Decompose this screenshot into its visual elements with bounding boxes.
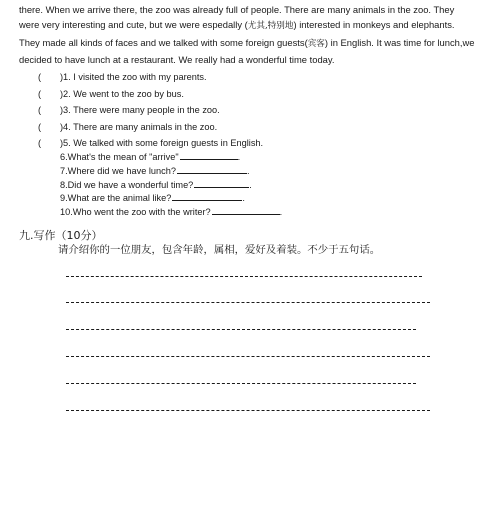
chinese-gloss: 尤其,特别地 [247,21,294,32]
answer-blank[interactable] [194,178,249,188]
answer-paren[interactable]: ( [38,138,42,149]
true-false-item [38,102,478,119]
passage-text: ) interested in monkeys and elephants. [293,19,455,31]
writing-line[interactable] [66,302,430,303]
answer-paren[interactable]: ( [38,72,42,82]
statement-text: )4. There are many animals in the zoo. [60,121,218,132]
question-item [60,164,480,178]
answer-paren[interactable]: ( [38,88,42,99]
passage-line [19,52,487,67]
statement-text: )5. We talked with some foreign guests in English. [60,138,264,149]
statement-text: )3. There were many people in the zoo. [60,105,220,116]
passage-text: decided to have lunch at a restaurant. We really had a wonderful time today. [19,54,335,66]
answer-blank[interactable] [212,205,280,215]
question-end: . [249,179,252,190]
true-false-item [38,119,478,136]
question-end: . [237,152,241,162]
short-answer-questions [60,150,480,219]
answer-paren[interactable]: ( [38,105,42,116]
question-end: . [242,193,245,204]
answer-blank[interactable] [177,164,247,174]
passage-text: ) in English. It was time for lunch,we [324,36,475,48]
question-end: . [246,165,250,176]
answer-blank[interactable] [172,191,242,201]
answer-blank[interactable] [180,150,238,160]
writing-line[interactable] [66,356,430,357]
statement-text: )2. We went to the zoo by bus. [60,88,184,99]
reading-passage [19,2,487,68]
writing-section-title: 九.写作（10分） [19,229,103,242]
question-item [60,191,480,205]
question-item [60,178,480,192]
statement-text: )1. I visited the zoo with my parents. [60,72,207,82]
true-false-item [38,86,478,103]
answer-paren[interactable]: ( [38,121,42,132]
writing-line[interactable] [66,276,422,277]
passage-text: were very interesting and cute, but we were espedally ( [19,19,248,31]
passage-line [19,17,487,34]
writing-line[interactable] [66,329,416,330]
question-text: 9.What are the animal like? [60,193,172,204]
passage-line [19,2,487,17]
question-item [60,205,480,219]
writing-instruction: 请介绍你的一位朋友，包含年龄，属相，爱好及着装。不少于五句话。 [58,244,381,256]
question-text: 6.What's the mean of "arrive" [60,152,179,162]
question-text: 10.Who went the zoo with the writer? [60,207,211,218]
passage-line [19,35,487,52]
true-false-questions [38,69,478,152]
question-text: 8.Did we have a wonderful time? [60,179,194,190]
question-item [60,150,480,164]
writing-line[interactable] [66,410,430,411]
true-false-item [38,69,478,86]
passage-text: They made all kinds of faces and we talked with some foreign guests( [19,36,308,48]
question-end: . [279,207,283,218]
question-text: 7.Where did we have lunch? [60,165,176,176]
passage-text: there. When we arrive there, the zoo was already full of people. There are many animals in the zoo. They [19,4,455,15]
chinese-gloss: 宾客 [307,38,325,49]
writing-line[interactable] [66,383,416,384]
